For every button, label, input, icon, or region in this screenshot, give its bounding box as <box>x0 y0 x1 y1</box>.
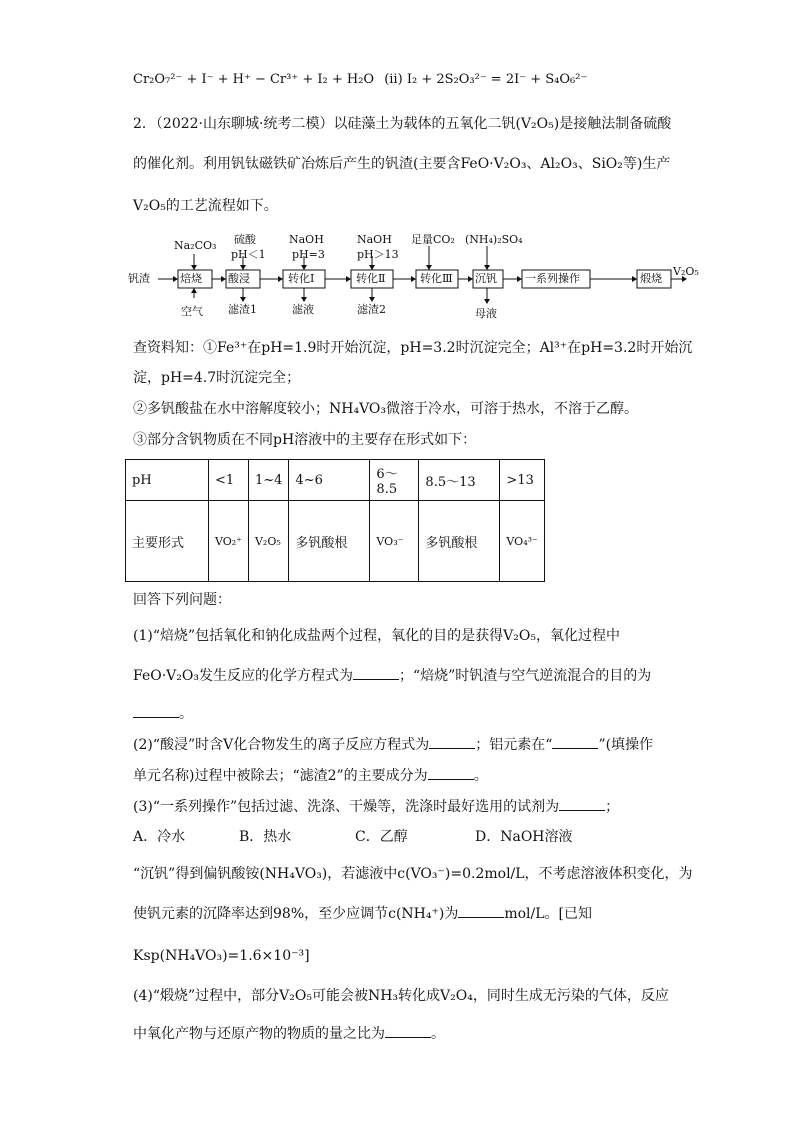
table-cell: 多钒酸根 <box>419 501 500 582</box>
q1-line-3 <box>133 704 193 724</box>
table-cell: 多钒酸根 <box>289 501 370 582</box>
table-header-row <box>126 460 545 501</box>
q3-line-4: Ksp(NH₄VO₃)=1.6×10⁻³] <box>133 948 310 964</box>
input-excess-co2: 足量CO₂ <box>411 233 455 246</box>
table-cell: <1 <box>209 460 249 501</box>
info-line-1: 查资料知：①Fe³⁺在pH=1.9时开始沉淀，pH=3.2时沉淀完全；Al³⁺在pH=3.2时开始沉 <box>133 340 693 356</box>
input-sulfuric-acid: 硫酸 <box>234 233 256 246</box>
q1-line-1: (1)“焙烧”包括氧化和钠化成盐两个过程，氧化的目的是获得V₂O₅，氧化过程中 <box>133 628 620 644</box>
input-ph-gt-13: pH＞13 <box>357 248 399 261</box>
q1-text-c: 。 <box>179 706 193 722</box>
intro-text-3: V₂O₅的工艺流程如下。 <box>133 198 278 214</box>
answer-blank[interactable] <box>428 767 474 780</box>
answer-blank[interactable] <box>353 667 399 680</box>
table-cell: >13 <box>500 460 544 501</box>
option-d[interactable]: D．NaOH溶液 <box>475 829 573 845</box>
q2-text-c: ”(填操作 <box>598 737 654 753</box>
flow-step-precipitate: 沉钒 <box>475 272 497 285</box>
intro-text-2: 的催化剂。利用钒钛磁铁矿冶炼后产生的钒渣(主要含FeO·V₂O₃、Al₂O₃、SiO₂等)生产 <box>133 156 671 172</box>
flow-step-convert-3: 转化Ⅲ <box>420 272 453 285</box>
input-nh4-2so4: (NH₄)₂SO₄ <box>465 233 523 246</box>
question-source: （2022·山东聊城·统考二模） <box>155 116 334 132</box>
answer-blank[interactable] <box>385 1025 431 1038</box>
answer-blank[interactable] <box>559 798 605 811</box>
flow-step-series-ops: 一系列操作 <box>525 272 580 285</box>
q3-text-a: (3)“一系列操作”包括过滤、洗涤、干燥等，洗涤时最好选用的试剂为 <box>133 799 560 815</box>
table-cell: V₂O₅ <box>248 501 288 582</box>
equation-2: I₂ + 2S₂O₃²⁻ = 2I⁻ + S₄O₆²⁻ <box>406 72 588 87</box>
output-residue-2: 滤渣2 <box>357 303 386 316</box>
flow-step-convert-1: 转化Ⅰ <box>288 272 315 285</box>
input-naoh-1: NaOH <box>289 233 324 246</box>
table-row <box>126 501 545 582</box>
q4-text-a: 中氧化产物与还原产物的物质的量之比为 <box>133 1026 385 1042</box>
info-line-4: ③部分含钒物质在不同pH溶液中的主要存在形式如下： <box>133 432 477 448</box>
ph-species-table <box>125 459 545 582</box>
output-air: 空气 <box>181 305 203 318</box>
equation-1: Cr₂O₇²⁻ + I⁻ + H⁺ − Cr³⁺ + I₂ + H₂O <box>133 72 375 87</box>
table-cell: 1~4 <box>248 460 288 501</box>
flow-end: V₂O₅ <box>673 265 699 278</box>
q2-text-e: 。 <box>473 768 488 784</box>
q2-text-d: 单元名称)过程中被除去；“滤渣2”的主要成分为 <box>133 768 428 784</box>
q1-text-b: ；“焙烧”时钒渣与空气逆流混合的目的为 <box>398 668 652 684</box>
flow-step-convert-2: 转化Ⅱ <box>356 272 386 285</box>
answer-blank[interactable] <box>552 736 598 749</box>
question-number: 2． <box>133 116 156 132</box>
answer-blank[interactable] <box>133 705 179 718</box>
q4-line-1: (4)“煅烧”过程中，部分V₂O₅可能会被NH₃转化成V₂O₄，同时生成无污染的气体，反应 <box>133 988 669 1004</box>
option-a[interactable]: A．冷水 <box>133 829 186 845</box>
q3-options <box>133 827 573 847</box>
info-line-3: ②多钒酸盐在水中溶解度较小；NH₄VO₃微溶于冷水，可溶于热水，不溶于乙醇。 <box>133 401 639 417</box>
q2-line-1 <box>133 735 653 755</box>
flow-start: 钒渣 <box>128 272 150 285</box>
input-naoh-2: NaOH <box>357 233 392 246</box>
q4-line-2 <box>133 1024 445 1044</box>
process-flow-diagram <box>128 232 698 324</box>
input-ph-3: pH=3 <box>292 248 325 261</box>
q3-line-2: “沉钒”得到偏钒酸铵(NH₄VO₃)，若滤液中c(VO₃⁻)=0.2mol/L，不考虑溶液体积变化，为 <box>133 866 693 882</box>
output-residue-1: 滤渣1 <box>228 303 257 316</box>
q3-text-c: 使钒元素的沉降率达到98%，至少应调节c(NH₄⁺)为 <box>133 906 459 922</box>
flow-step-roast: 焙烧 <box>180 272 202 285</box>
answer-prompt: 回答下列问题： <box>133 592 231 608</box>
table-cell: 主要形式 <box>126 501 209 582</box>
flow-step-acid-leach: 酸浸 <box>228 272 250 285</box>
info-line-2: 淀，pH=4.7时沉淀完全； <box>133 370 301 386</box>
input-ph-lt-1: pH＜1 <box>231 248 266 261</box>
q1-text-a: FeO·V₂O₃发生反应的化学方程式为 <box>133 668 353 684</box>
q2-line-2 <box>133 766 488 786</box>
answer-blank[interactable] <box>458 905 504 918</box>
q3-text-b: ； <box>605 799 620 815</box>
q1-line-2 <box>133 666 651 686</box>
q4-text-b: 。 <box>431 1026 445 1042</box>
table-cell: pH <box>126 460 209 501</box>
q3-line-1 <box>133 797 619 817</box>
option-b[interactable]: B．热水 <box>239 829 292 845</box>
table-cell: VO₄³⁻ <box>500 501 544 582</box>
flow-step-calcine: 煅烧 <box>640 272 662 285</box>
table-cell: 6～8.5 <box>370 460 419 501</box>
q2-text-b: ；铝元素在“ <box>475 737 553 753</box>
top-formula <box>133 70 587 90</box>
table-cell: 8.5～13 <box>419 460 500 501</box>
output-mother-liquor: 母液 <box>475 307 497 320</box>
answer-blank[interactable] <box>429 736 475 749</box>
option-c[interactable]: C．乙醇 <box>355 829 408 845</box>
table-cell: 4~6 <box>289 460 370 501</box>
equation-2-label: (ⅱ) <box>384 72 403 87</box>
q3-text-d: mol/L。[已知 <box>504 906 593 922</box>
intro-text-1: 以硅藻土为载体的五氧化二钒(V₂O₅)是接触法制备硫酸 <box>333 116 672 132</box>
output-filtrate: 滤液 <box>292 303 314 316</box>
question-intro-1 <box>133 114 671 134</box>
q2-text-a: (2)“酸浸”时含V化合物发生的离子反应方程式为 <box>133 737 430 753</box>
table-cell: VO₃⁻ <box>370 501 419 582</box>
q3-line-3 <box>133 904 592 924</box>
input-na2co3: Na₂CO₃ <box>174 239 217 252</box>
table-cell: VO₂⁺ <box>209 501 249 582</box>
